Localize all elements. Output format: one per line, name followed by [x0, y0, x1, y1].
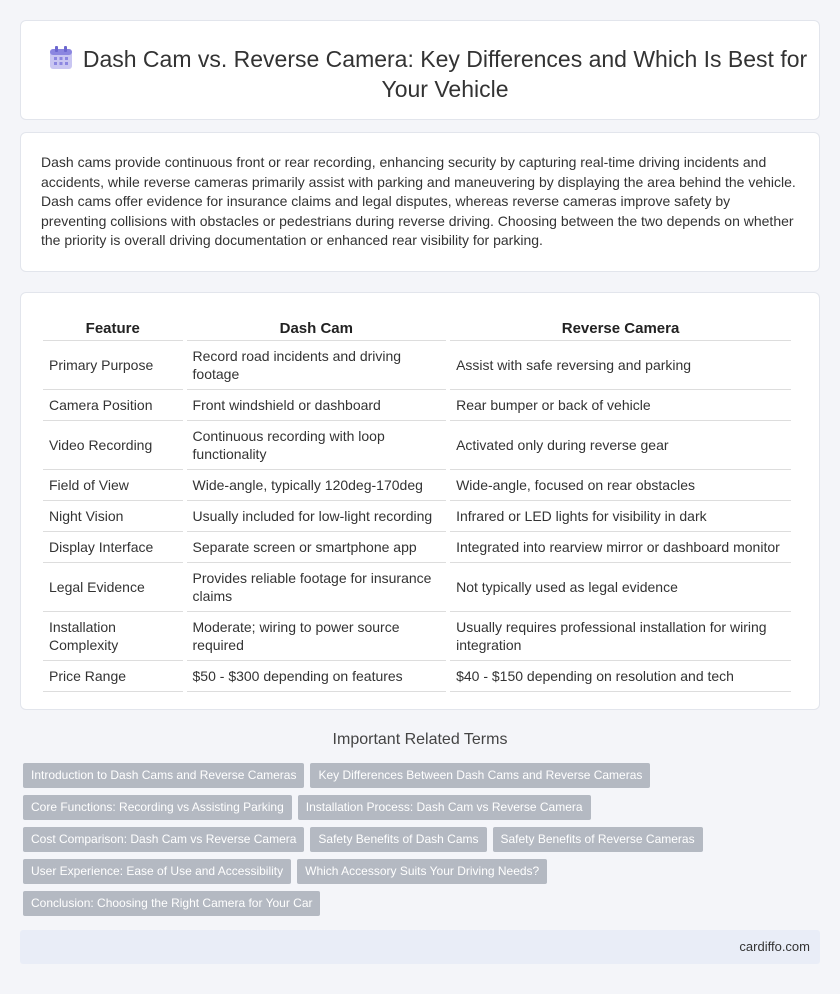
intro-paragraph: Dash cams provide continuous front or rear recording, enhancing security by capturing real-time driving incidents and accidents, while reverse cameras primarily assist with parking and maneuvering by displaying the area behind the vehicle. Dash cams offer evidence for insurance claims and legal disputes, whereas reverse cameras improve safety by preventing collisions with obstacles or pedestrians during reverse driving. Choosing between the two depends on whether the priority is overall driving documentation or enhanced rear visibility for parking.: [41, 154, 796, 248]
related-term-tag[interactable]: Conclusion: Choosing the Right Camera for Your Car: [23, 891, 320, 916]
comparison-table: [39, 313, 795, 692]
reverse-camera-cell: Infrared or LED lights for visibility in dark: [450, 501, 791, 532]
related-term-tag[interactable]: Safety Benefits of Dash Cams: [310, 827, 486, 852]
feature-cell: Night Vision: [43, 501, 183, 532]
dash-cam-cell: Record road incidents and driving footage: [187, 341, 447, 390]
reverse-camera-cell: Wide-angle, focused on rear obstacles: [450, 470, 791, 501]
feature-cell: Price Range: [43, 661, 183, 692]
related-terms-title: Important Related Terms: [332, 731, 508, 748]
table-row: [43, 341, 791, 390]
feature-cell: Primary Purpose: [43, 341, 183, 390]
feature-cell: Display Interface: [43, 532, 183, 563]
reverse-camera-cell: Assist with safe reversing and parking: [450, 341, 791, 390]
feature-cell: Field of View: [43, 470, 183, 501]
dash-cam-cell: Usually included for low-light recording: [187, 501, 447, 532]
dash-cam-cell: Wide-angle, typically 120deg-170deg: [187, 470, 447, 501]
header-dash-cam: Dash Cam: [187, 313, 447, 341]
comparison-card: [20, 292, 820, 710]
related-term-tag[interactable]: Safety Benefits of Reverse Cameras: [493, 827, 703, 852]
related-term-tag[interactable]: Introduction to Dash Cams and Reverse Cameras: [23, 763, 304, 788]
reverse-camera-cell: Rear bumper or back of vehicle: [450, 390, 791, 421]
reverse-camera-cell: Activated only during reverse gear: [450, 421, 791, 470]
feature-cell: Video Recording: [43, 421, 183, 470]
table-row: [43, 612, 791, 661]
reverse-camera-cell: Integrated into rearview mirror or dashboard monitor: [450, 532, 791, 563]
dash-cam-cell: Moderate; wiring to power source required: [187, 612, 447, 661]
dash-cam-cell: Front windshield or dashboard: [187, 390, 447, 421]
related-term-tag[interactable]: Which Accessory Suits Your Driving Needs?: [297, 859, 547, 884]
header-feature: Feature: [43, 313, 183, 341]
related-term-tag[interactable]: Installation Process: Dash Cam vs Reverse Camera: [298, 795, 591, 820]
reverse-camera-cell: $40 - $150 depending on resolution and tech: [450, 661, 791, 692]
header-card: [20, 20, 820, 120]
footer: [20, 930, 820, 964]
page-title: Dash Cam vs. Reverse Camera: Key Differences and Which Is Best for Your Vehicle: [82, 46, 808, 102]
dash-cam-cell: Separate screen or smartphone app: [187, 532, 447, 563]
dash-cam-cell: Continuous recording with loop functionality: [187, 421, 447, 470]
related-term-tag[interactable]: User Experience: Ease of Use and Accessibility: [23, 859, 291, 884]
table-row: [43, 563, 791, 612]
table-row: [43, 421, 791, 470]
table-row: [43, 661, 791, 692]
table-row: [43, 532, 791, 563]
feature-cell: Installation Complexity: [43, 612, 183, 661]
table-row: [43, 470, 791, 501]
feature-cell: Camera Position: [43, 390, 183, 421]
related-term-tag[interactable]: Core Functions: Recording vs Assisting Parking: [23, 795, 292, 820]
calendar-icon: [48, 45, 74, 71]
reverse-camera-cell: Usually requires professional installation for wiring integration: [450, 612, 791, 661]
related-term-tag[interactable]: Key Differences Between Dash Cams and Reverse Cameras: [310, 763, 650, 788]
reverse-camera-cell: Not typically used as legal evidence: [450, 563, 791, 612]
table-row: [43, 390, 791, 421]
dash-cam-cell: Provides reliable footage for insurance claims: [187, 563, 447, 612]
table-row: [43, 501, 791, 532]
dash-cam-cell: $50 - $300 depending on features: [187, 661, 447, 692]
header-reverse-camera: Reverse Camera: [450, 313, 791, 341]
related-terms-list: [23, 763, 823, 923]
intro-card: [20, 132, 820, 272]
feature-cell: Legal Evidence: [43, 563, 183, 612]
footer-site-link[interactable]: cardiffo.com: [739, 939, 810, 954]
related-term-tag[interactable]: Cost Comparison: Dash Cam vs Reverse Camera: [23, 827, 304, 852]
